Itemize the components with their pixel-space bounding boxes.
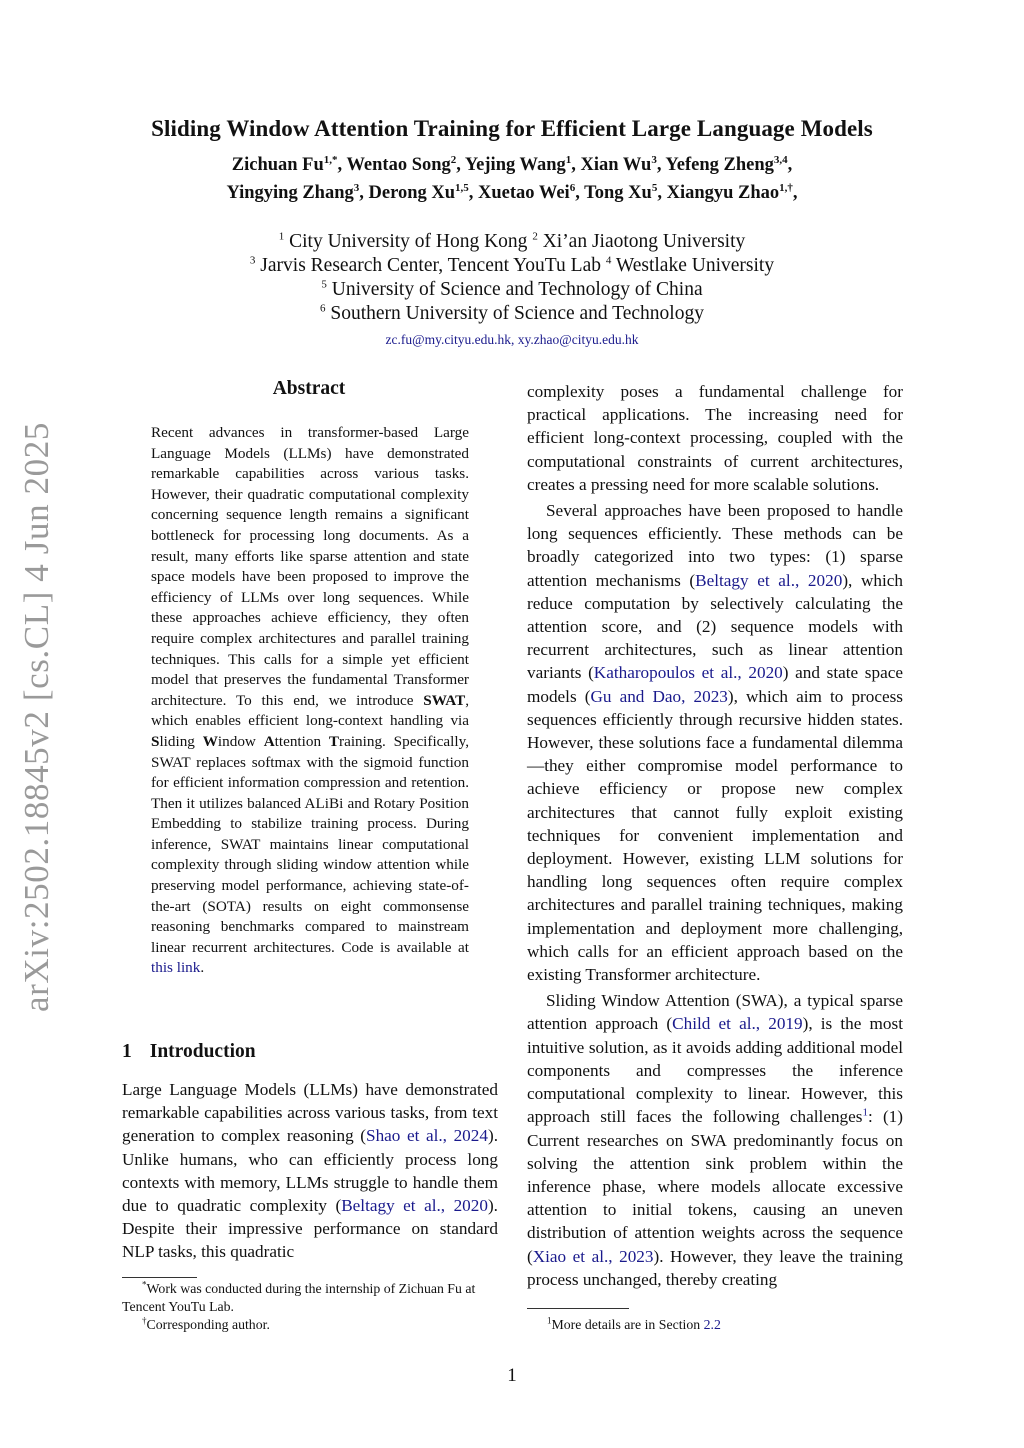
affiliation-mark: 4 [605, 254, 612, 267]
affiliation-mark: 6 [320, 302, 326, 315]
footnote-rule [122, 1277, 197, 1278]
author-name: Zichuan Fu [231, 155, 324, 175]
paper-title: Sliding Window Attention Training for Efficient Large Language Models [151, 116, 873, 141]
code-link[interactable]: this link [151, 959, 201, 977]
affiliation-line [0, 255, 1024, 277]
author-name: Xian Wu [580, 155, 652, 175]
citation-link[interactable]: Xiao et al., 2023 [532, 1246, 654, 1266]
affiliation-line [0, 231, 1024, 253]
author-line-2: Yingying Zhang$^3$, Derong Xu$^{1,5}$, Xuetao Wei$^6$, Tong Xu$^5$, Xiangyu Zhao$^{1,\dagger}$, [226, 181, 798, 203]
paragraph: Sliding Window Attention (SWA), a typical sparse attention approach (Child et al., 2019), is the most intuitive solution, as it avoids adding additional model components and compresses the inference computational complexity to linear. However, this approach still faces the following challenges$^1$: (1) Current researches on SWA predominantly focus on solving the attention sink problem within the inference phase, where models allocate excessive attention to initial tokens, causing an uneven distribution of attention weights across the sequence (Xiao et al., 2023). However, they leave the training process unchanged, thereby creating [527, 991, 903, 1289]
author-affiliation-mark: 1,† [779, 181, 793, 194]
abstract-text: Recent advances in transformer-based Large Language Models (LLMs) have demonstrated remarkable capabilities across various tasks. However, their quadratic computational complexity concerning sequence length remains a significant bottleneck for processing long documents. As a result, many efforts like sparse attention and state space models have been proposed to improve the efficiency of LLMs over long sequences. While these approaches achieve efficiency, they often require complex architectures and parallel training techniques. This calls for a simple yet efficient model that preserves the fundamental Transformer architecture. To this end, we introduce SWAT, which enables efficient long-context handling via Sliding Window Attention Training. Specifically, SWAT replaces softmax with the sigmoid function for efficient information compression and retention. Then it utilizes balanced ALiBi and Rotary Position Embedding to stabilize training process. During inference, SWAT maintains linear computational complexity through sliding window attention while preserving model performance, achieving state-of-the-art (SOTA) results on eight commonsense reasoning benchmarks compared to mainstream linear recurrent architectures. Code is available at this link. [151, 424, 469, 977]
author-affiliation-mark: 3 [353, 181, 360, 194]
author-affiliation-mark: 2 [450, 153, 457, 166]
paragraph: Several approaches have been proposed to handle long sequences efficiently. These methods can be broadly categorized into two types: (1) sparse attention mechanisms (Beltagy et al., 2020), which reduce computation by selectively calculating the attention score, and (2) sequence models with recurrent architectures, such as linear attention variants (Katharopoulos et al., 2020) and state space models (Gu and Dao, 2023), which aim to process sequences efficiently through recursive hidden states. However, these solutions face a fundamental dilemma—they either compromise model performance to achieve efficiency or propose new complex architectures that cannot fully exploit existing techniques for convenient implementation and deployment. However, existing LLM solutions for handling long sequences often require complex architectures and parallel training techniques, making implementation and deployment more challenging, which calls for an efficient approach based on the existing Transformer architecture. [527, 501, 903, 985]
abstract-heading: Abstract [272, 378, 346, 399]
author-affiliation-mark: 5 [651, 181, 658, 194]
affiliation-name: Xi’an Jiaotong University [537, 231, 746, 252]
author-name: Xiangyu Zhao [666, 183, 780, 203]
footnote-corresponding: †Corresponding author. [142, 1315, 270, 1332]
footnote-section-ref: $^1$More details are in Section 2.2 [547, 1315, 721, 1332]
citation-link[interactable]: Child et al., 2019 [672, 1014, 803, 1034]
citation-link[interactable]: Gu and Dao, 2023 [590, 686, 728, 706]
author-affiliation-mark: 6 [569, 181, 576, 194]
footnote-internship: *Work was conducted during the internship of Zichuan Fu at Tencent YouTu Lab. [122, 1279, 476, 1314]
paragraph: complexity poses a fundamental challenge for practical applications. The increasing need for efficient long-context processing, coupled with the computational constraints of current architectures, creates a pressing need for more scalable solutions. [527, 382, 903, 494]
affiliation-line [0, 303, 1024, 325]
section-heading-introduction: 1 Introduction [122, 1041, 256, 1062]
affiliation-mark: 1 [278, 230, 285, 243]
footnote-rule [527, 1308, 629, 1309]
author-name: Yingying Zhang [226, 183, 354, 203]
footnote-ref-link[interactable]: 1 [862, 1106, 868, 1119]
author-name: Wentao Song [346, 155, 451, 175]
citation-link[interactable]: Shao et al., 2024 [366, 1126, 488, 1146]
author-affiliation-mark: 3 [651, 153, 657, 166]
right-column-text [527, 380, 903, 1291]
affiliation-name: University of Science and Technology of China [326, 279, 703, 300]
author-line-1: Zichuan $Fu^{1,*}$, Wentao Song$^2$, Yejing Wang$^1$, Xian Wu$^3$, Yefeng Zheng$^{3,4}$, [231, 153, 793, 175]
citation-link[interactable]: Beltagy et al., 2020 [695, 570, 843, 590]
author-name: Xuetao Wei [478, 183, 570, 203]
page-number: 1 [507, 1365, 517, 1386]
citation-link[interactable]: Beltagy et al., 2020 [341, 1196, 488, 1216]
affiliation-name: Jarvis Research Center, Tencent YouTu Lab [255, 255, 606, 276]
affiliation-line [0, 279, 1024, 301]
author-affiliation-mark: 1,* [323, 153, 338, 166]
affiliation-name: Southern University of Science and Technology [325, 303, 704, 324]
affiliation-name: Westlake University [611, 255, 775, 276]
section-link[interactable]: 2.2 [703, 1317, 721, 1332]
affiliation-mark: 2 [532, 230, 538, 243]
citation-link[interactable]: Katharopoulos et al., 2020 [593, 663, 783, 683]
author-affiliation-mark: 1,5 [455, 181, 469, 194]
author-name: Tong Xu [584, 183, 652, 203]
affiliation-mark: 3 [249, 254, 256, 267]
author-affiliation-mark: 1 [565, 153, 572, 166]
intro-paragraph: Large Language Models (LLMs) have demonstrated remarkable capabilities across various tasks, from text generation to complex reasoning (Shao et al., 2024). Unlike humans, who can efficiently process long contexts with memory, LLMs struggle to handle them due to quadratic complexity (Beltagy et al., 2020). Despite their impressive performance on standard NLP tasks, this quadratic [122, 1080, 498, 1262]
author-name: Yefeng Zheng [665, 155, 774, 175]
affiliation-mark: 5 [321, 278, 327, 291]
author-name: Derong Xu [368, 183, 456, 203]
author-emails[interactable]: zc.fu@my.cityu.edu.hk, xy.zhao@cityu.edu.hk [385, 332, 639, 347]
author-name: Yejing Wang [464, 155, 566, 175]
arxiv-sidebar-id: arXiv:2502.18845v2 [cs.CL] 4 Jun 2025 [17, 422, 56, 1012]
author-affiliation-mark: 3,4 [773, 153, 788, 166]
affiliation-name: City University of Hong Kong [284, 231, 533, 252]
